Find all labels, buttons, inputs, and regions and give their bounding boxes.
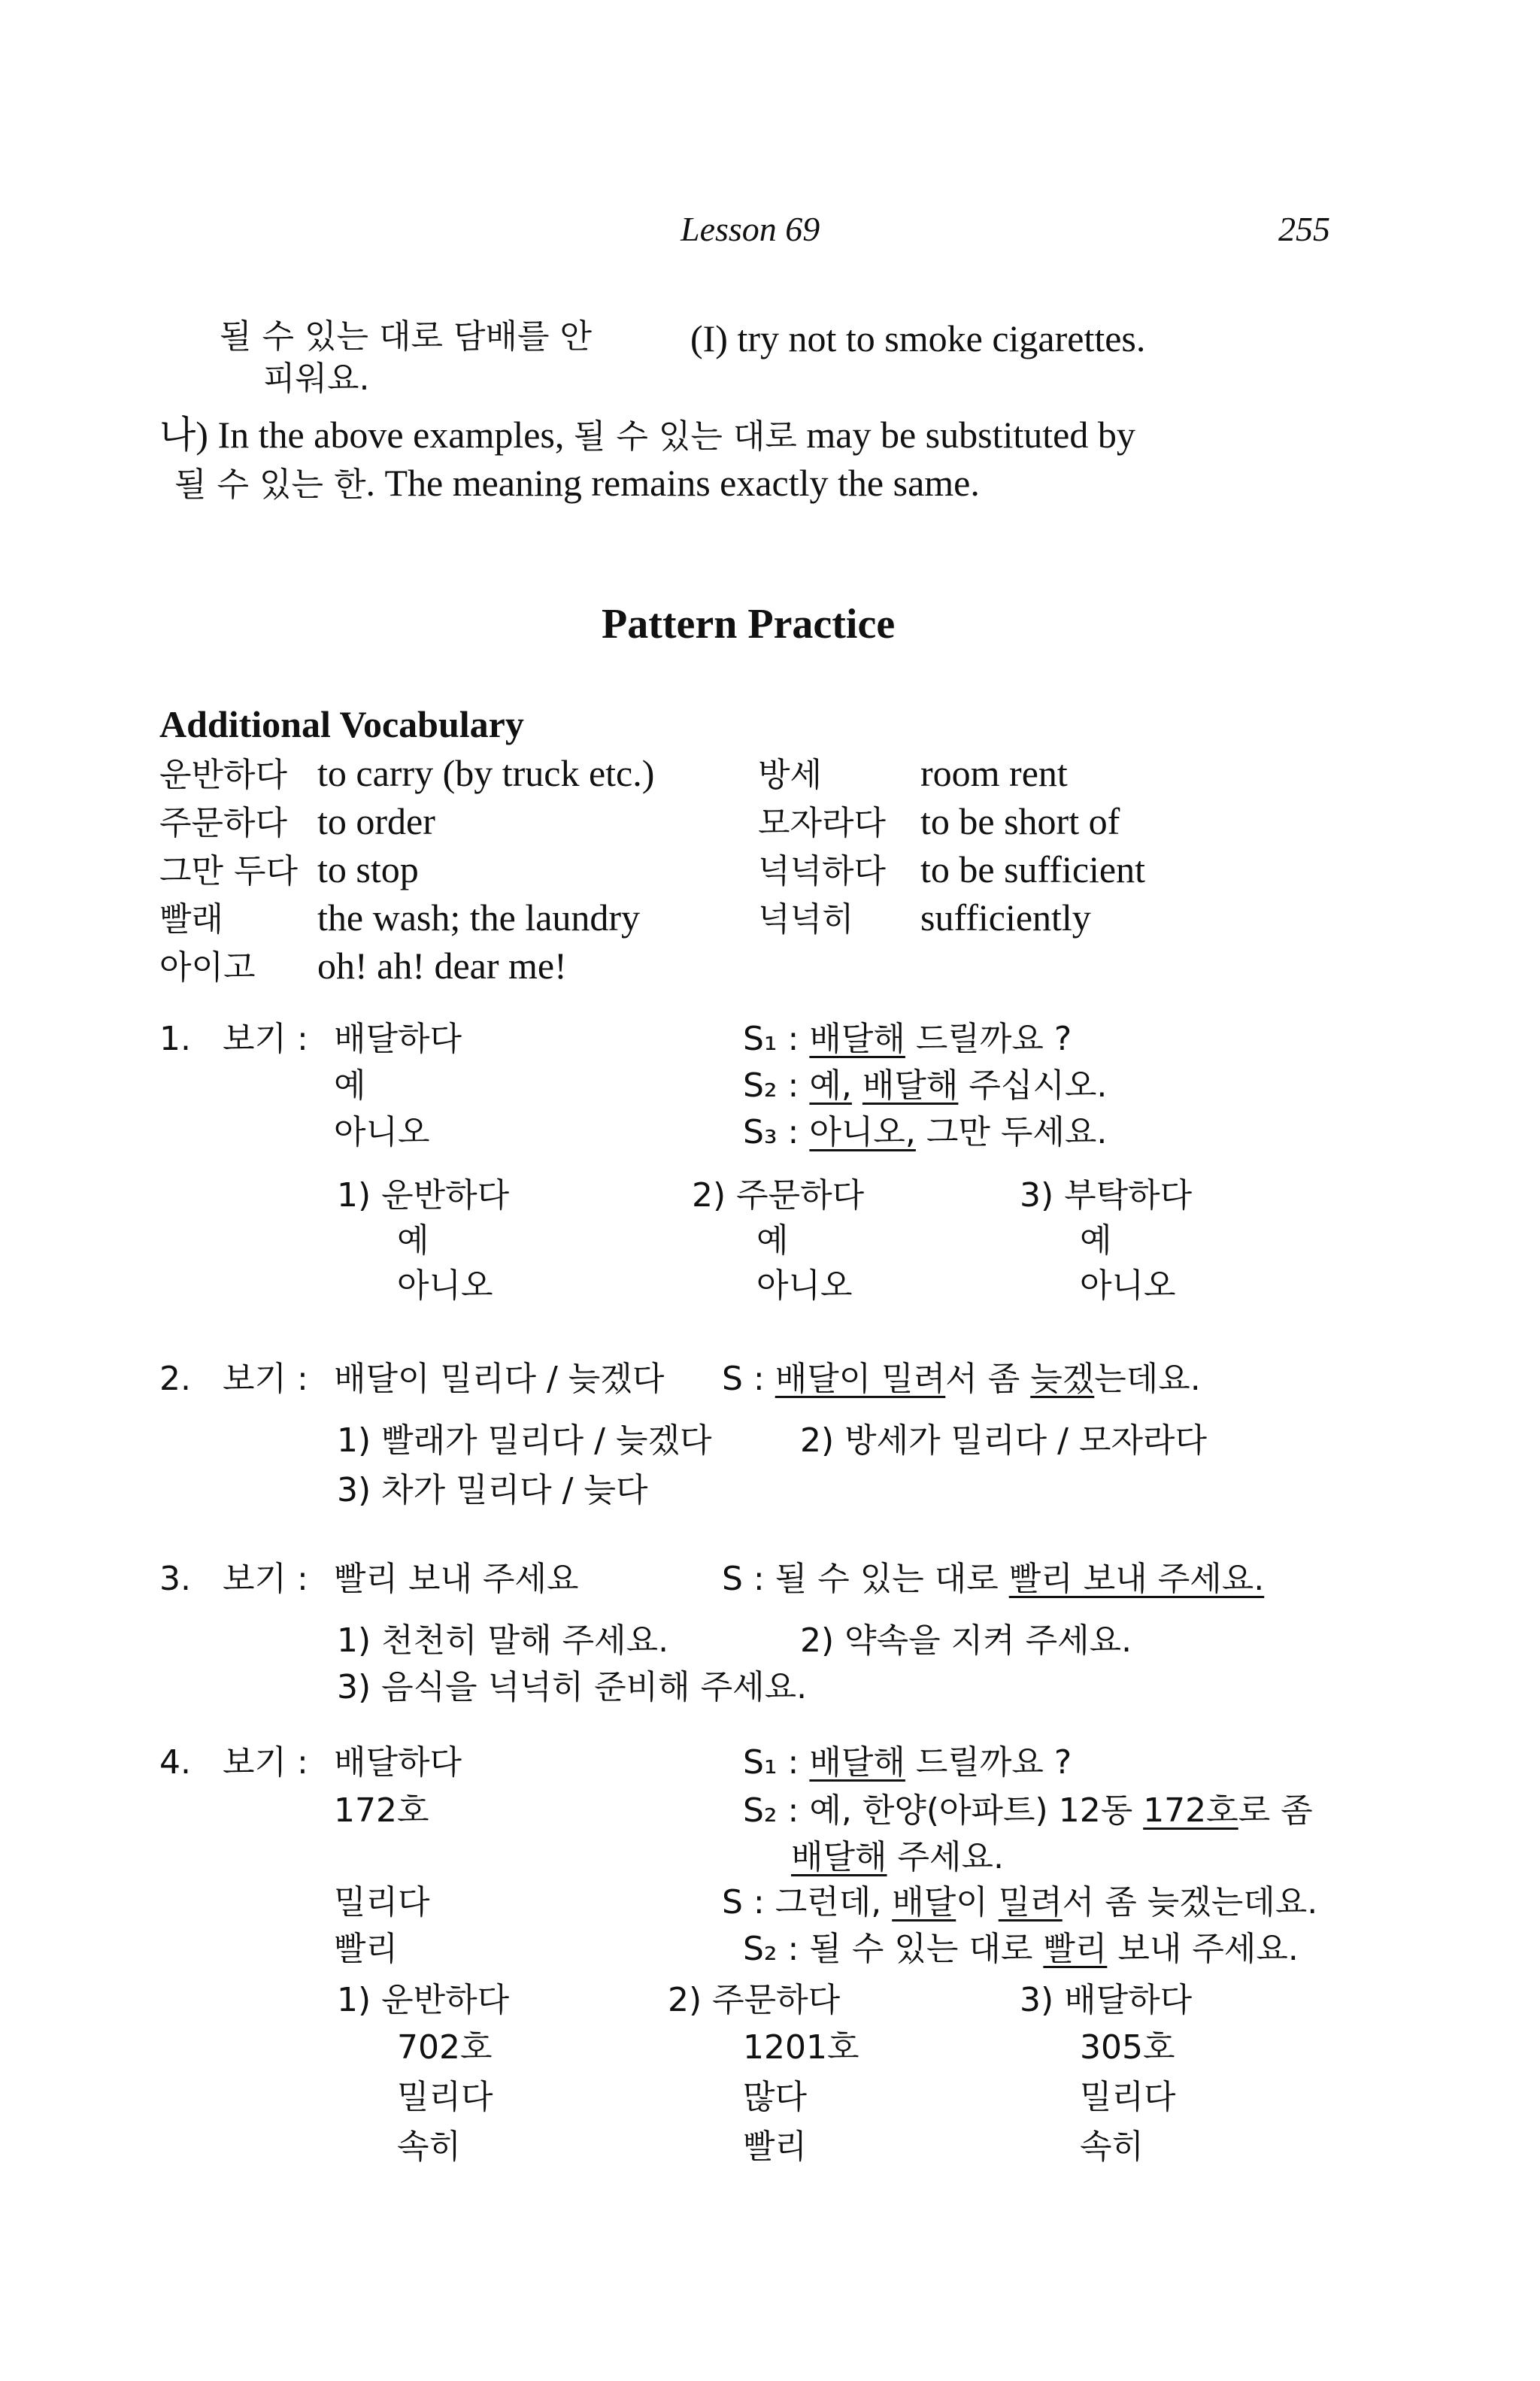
note-korean: 될 수 있는 대로 [573,417,797,456]
ex3-cue: 빨리 보내 주세요 [334,1560,579,1598]
answer-rest: 주십시오. [958,1066,1108,1105]
item-verb: 운반하다 [381,1176,510,1215]
speaker-label: S₂ : [743,1930,799,1968]
vocab-entry [159,751,654,799]
ex4-cue-delay: 밀리다 [334,1883,430,1921]
vocab-english: to carry (by truck etc.) [317,752,655,794]
speaker-label: S₁ : [743,1020,799,1058]
ex4-item-3 [1020,1978,1192,2172]
item-no: 아니오 [397,1266,493,1305]
ex1-s2 [743,1063,1107,1109]
vocab-korean: 방세 [758,756,823,794]
ex2-item-3: 3) 차가 밀리다 / 늦다 [337,1471,648,1509]
item-line [1020,1173,1192,1218]
underlined-answer: 배달해 [809,1743,905,1782]
ex1-s1 [743,1017,1072,1062]
underlined-answer: 배달이 밀려 [775,1360,946,1398]
vocab-left-list [159,751,654,991]
vocab-entry [159,799,654,847]
note-line2 [174,460,980,508]
answer-rest: 드릴까요 ? [905,1020,1072,1058]
answer-prefix: 될 수 있는 대로 [809,1930,1044,1968]
item-yes: 예 [1080,1221,1112,1260]
item-unit: 702호 [397,2028,493,2067]
answer-rest: 는데요. [1094,1360,1201,1398]
ex2-item-2: 2) 방세가 밀리다 / 모자라다 [800,1421,1207,1460]
item-verb2: 밀리다 [397,2078,493,2116]
underlined-answer: 배달해 [791,1838,887,1876]
ex4-label: 보기 : [223,1743,308,1782]
item-yes: 예 [756,1221,789,1260]
answer-rest: 드릴까요 ? [905,1743,1072,1782]
ex4-s4 [743,1927,1299,1972]
answer-prefix: 될 수 있는 대로 [775,1560,1009,1598]
underlined-answer: 빨리 보내 주세요. [1008,1560,1265,1598]
speaker-label: S : [722,1560,765,1598]
item-verb: 배달하다 [1064,1981,1193,2019]
underlined-answer: 배달해 [862,1066,959,1105]
item-number: 2) [668,1981,702,2019]
item-number: 3) [1020,1176,1054,1215]
item-line [1020,1978,1192,2023]
vocab-english: room rent [920,752,1068,794]
vocab-korean: 주문하다 [159,804,288,842]
vocab-english: oh! ah! dear me! [317,945,567,987]
vocab-english: sufficiently [920,896,1091,939]
underlined-answer: 밀려 [998,1883,1063,1921]
running-header-lesson: Lesson 69 [681,210,820,248]
underlined-answer: 늦겠 [1030,1360,1095,1398]
speaker-label: S₁ : [743,1743,799,1782]
underlined-answer: 아니오, [809,1113,916,1151]
underlined-answer: 예, [809,1066,852,1105]
ex4-s1 [743,1740,1072,1785]
ex1-s3 [743,1110,1107,1155]
vocab-english: to be short of [920,800,1120,842]
ex1-item-3 [1020,1173,1192,1309]
answer-rest: 주세요. [887,1838,1004,1876]
vocab-heading: Additional Vocabulary [159,703,524,745]
item-verb2: 밀리다 [1080,2078,1176,2116]
item-number: 1) [337,1981,371,2019]
vocab-korean: 운반하다 [159,756,288,794]
answer-rest: 보내 주세요. [1107,1930,1299,1968]
item-number: 1) [337,1176,371,1215]
item-no: 아니오 [1080,1266,1176,1305]
ex3-item-2: 2) 약속을 지켜 주세요. [800,1621,1132,1660]
vocab-entry [758,895,1145,943]
item-verb: 부탁하다 [1064,1176,1193,1215]
ex3-answer [722,1557,1264,1602]
answer-prefix: 예, 한양(아파트) 12동 [809,1791,1144,1830]
vocab-korean: 아이고 [159,948,256,987]
ex4-s2 [743,1788,1313,1834]
item-adverb: 속히 [1080,2128,1144,2166]
note-line1 [159,412,1135,460]
ex1-number: 1. [159,1020,191,1058]
section-title: Pattern Practice [602,601,896,648]
underlined-answer: 172호 [1143,1791,1238,1830]
ex1-item-1 [337,1173,509,1309]
ex4-item-1 [337,1978,509,2172]
ex2-cue: 배달이 밀리다 / 늦겠다 [334,1360,665,1398]
speaker-label: S : [722,1883,765,1921]
vocab-entry [159,895,654,943]
underlined-answer: 배달 [892,1883,956,1921]
ex2-answer [722,1357,1201,1402]
vocab-korean: 넉넉하다 [758,852,887,890]
vocab-entry [159,943,654,991]
item-line [337,1978,509,2023]
page-number: 255 [1278,210,1330,248]
ex1-item-2 [692,1173,864,1309]
item-yes: 예 [397,1221,429,1260]
vocab-english: to stop [317,848,419,890]
underlined-answer: 배달해 [809,1020,905,1058]
speaker-label: S : [722,1360,765,1398]
vocab-korean: 빨래 [159,900,224,939]
item-adverb: 속히 [397,2128,462,2166]
ex4-s2-continued [791,1835,1004,1880]
item-unit: 1201호 [743,2028,859,2067]
item-no: 아니오 [756,1266,853,1305]
intro-korean-line2: 피워요. [263,359,370,398]
intro-korean-line1: 될 수 있는 대로 담배를 안 [220,317,592,356]
ex4-cue-fast: 빨리 [334,1930,399,1968]
underlined-answer: 빨리 [1043,1930,1108,1968]
note2-korean: 될 수 있는 한 [174,466,366,504]
ex3-item-3: 3) 음식을 넉넉히 준비해 주세요. [337,1668,808,1706]
item-verb: 주문하다 [712,1981,841,2019]
vocab-korean: 모자라다 [758,804,887,842]
ex1-cue-yes: 예 [334,1066,366,1105]
item-line [337,1173,509,1218]
ex2-item-1: 1) 빨래가 밀리다 / 늦겠다 [337,1421,712,1460]
item-verb: 주문하다 [736,1176,865,1215]
ex3-item-1: 1) 천천히 말해 주세요. [337,1621,669,1660]
answer-rest: 그만 두세요. [915,1113,1108,1151]
ex4-item-2 [668,1978,859,2172]
vocab-english: to be sufficient [920,848,1145,890]
ex4-cue-verb: 배달하다 [334,1743,462,1782]
vocab-right-list [758,751,1145,943]
vocab-entry [159,847,654,895]
ex3-label: 보기 : [223,1560,308,1598]
vocab-english: the wash; the laundry [317,896,641,939]
ex4-s3 [722,1880,1317,1925]
ex4-cue-unit: 172호 [334,1791,429,1830]
ex3-number: 3. [159,1560,191,1598]
answer-mid [852,1066,862,1105]
item-line [668,1978,859,2023]
item-number: 3) [1020,1981,1054,2019]
ex1-cue-verb: 배달하다 [334,1020,462,1058]
ex1-label: 보기 : [223,1020,308,1058]
note-prefix: 나) In the above examples, [159,414,574,456]
answer-rest: 서 좀 늦겠는데요. [1062,1883,1318,1921]
answer-rest: 로 좀 [1238,1791,1313,1830]
ex4-number: 4. [159,1743,191,1782]
ex2-number: 2. [159,1360,191,1398]
vocab-korean: 넉넉히 [758,900,854,939]
speaker-label: S₂ : [743,1066,799,1105]
answer-mid: 이 [956,1883,999,1921]
item-number: 2) [692,1176,726,1215]
vocab-entry [758,751,1145,799]
note-suffix: may be substituted by [796,414,1135,456]
vocab-entry [758,799,1145,847]
answer-mid: 서 좀 [945,1360,1031,1398]
item-unit: 305호 [1080,2028,1175,2067]
ex2-label: 보기 : [223,1360,308,1398]
item-verb2: 많다 [743,2078,808,2116]
item-line [692,1173,864,1218]
vocab-english: to order [317,800,435,842]
speaker-label: S₃ : [743,1113,799,1151]
item-verb: 운반하다 [381,1981,510,2019]
vocab-korean: 그만 두다 [159,852,299,890]
vocab-entry [758,847,1145,895]
ex1-cue-no: 아니오 [334,1113,430,1151]
intro-english: (I) try not to smoke cigarettes. [690,317,1146,359]
speaker-label: S₂ : [743,1791,799,1830]
answer-prefix: 그런데, [775,1883,893,1921]
item-adverb: 빨리 [743,2128,808,2166]
note2-english: . The meaning remains exactly the same. [365,462,980,504]
